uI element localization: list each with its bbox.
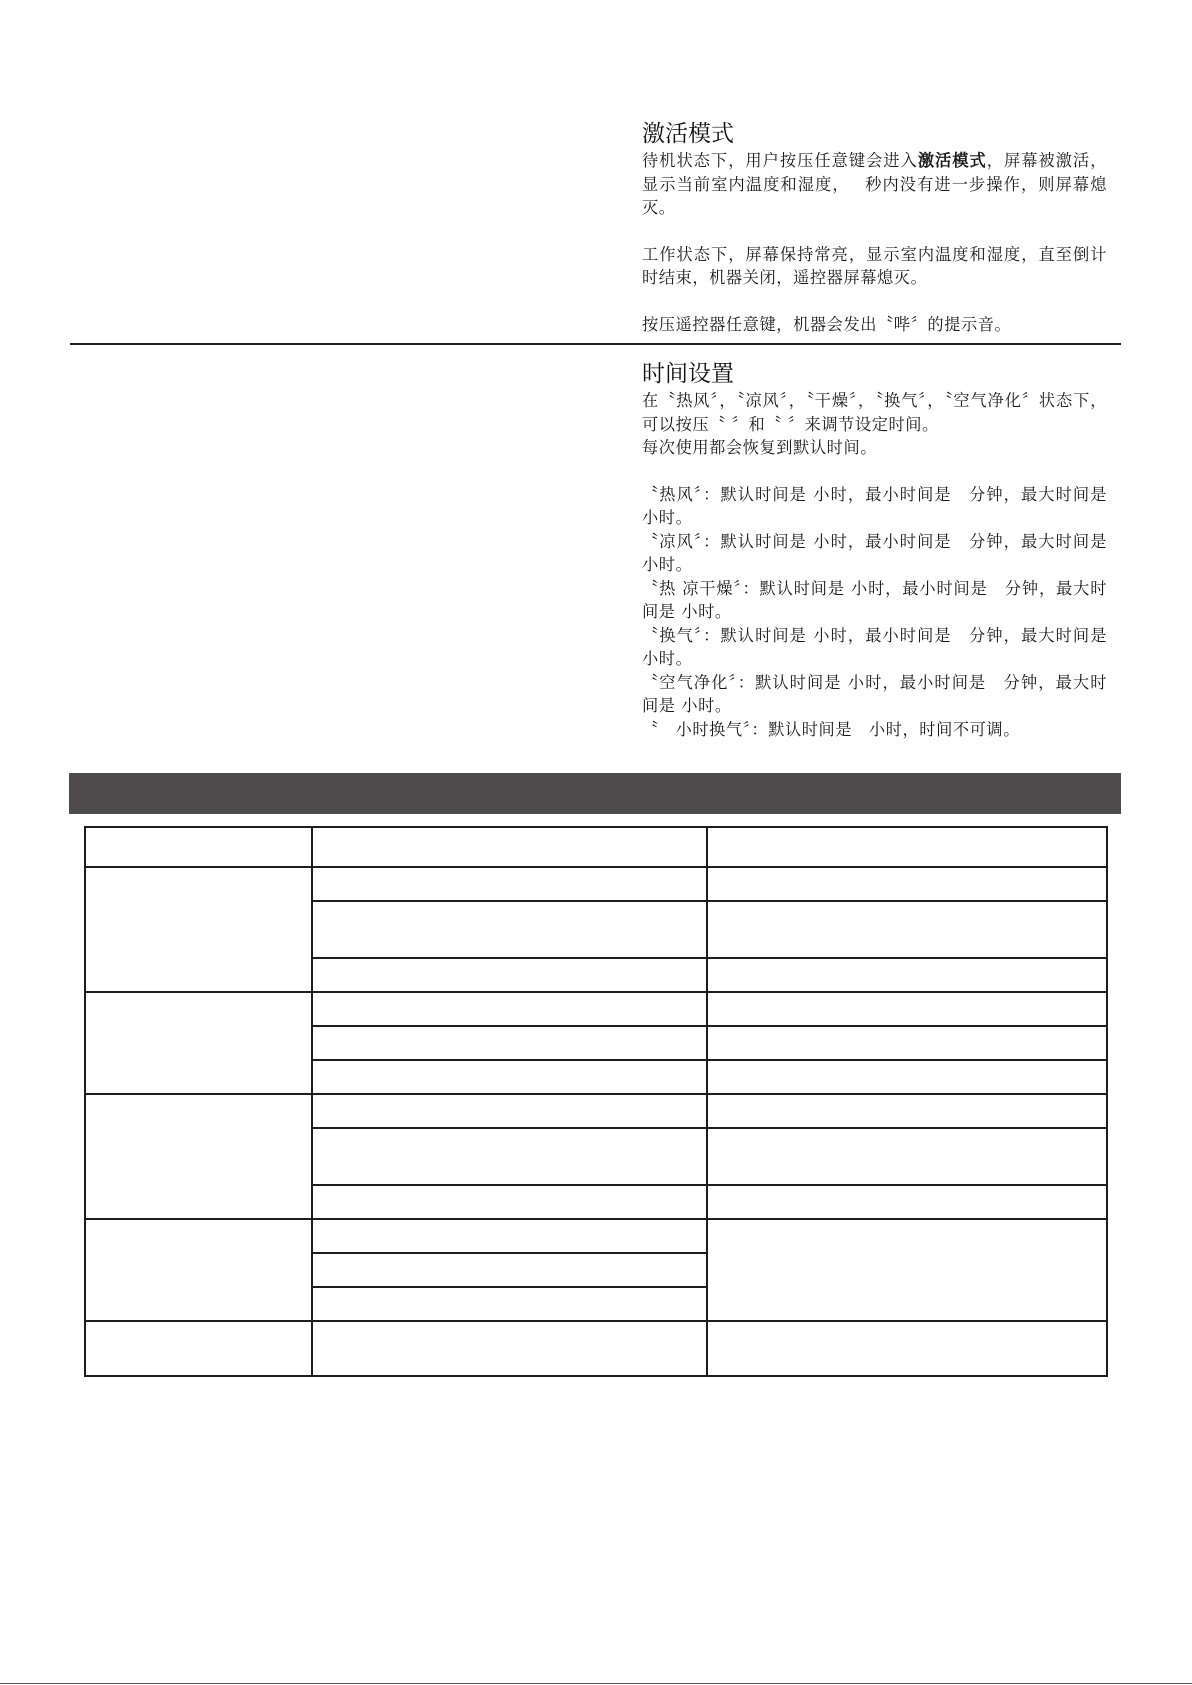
table-row <box>85 827 1107 867</box>
table-cell <box>312 1060 707 1094</box>
table-cell <box>707 1321 1107 1376</box>
table-cell <box>707 958 1107 992</box>
activation-mode-heading: 激活模式 <box>642 121 734 147</box>
time-setting-mode-ventilation: 〝换气〞：默认时间是 小时，最小时间是 分钟，最大时间是 小时。 <box>642 625 1107 668</box>
table-row <box>85 1321 1107 1376</box>
table-cell <box>312 1219 707 1253</box>
activation-mode-section <box>642 119 1107 336</box>
table-cell <box>707 1185 1107 1219</box>
activation-mode-paragraph-2: 工作状态下，屏幕保持常亮，显示室内温度和湿度，直至倒计时结束，机器关闭，遥控器屏幕熄灭。 <box>642 244 1107 287</box>
table-row <box>85 867 1107 901</box>
table-cell <box>312 901 707 958</box>
table-cell <box>312 992 707 1026</box>
table-cell <box>707 1219 1107 1321</box>
table-cell <box>707 901 1107 958</box>
section-divider <box>70 343 1121 345</box>
time-setting-mode-hour-ventilation: 〝 小时换气〞：默认时间是 小时，时间不可调。 <box>642 719 1021 739</box>
table-row <box>85 1219 1107 1253</box>
table-cell <box>85 1094 312 1219</box>
table-row <box>85 1094 1107 1128</box>
table-cell <box>312 1185 707 1219</box>
spec-table <box>84 826 1108 1377</box>
time-setting-mode-drying: 〝热 凉干燥〞：默认时间是 小时，最小时间是 分钟，最大时间是 小时。 <box>642 578 1107 621</box>
time-setting-section <box>642 359 1107 741</box>
time-setting-mode-cool-air: 〝凉风〞：默认时间是 小时，最小时间是 分钟，最大时间是 小时。 <box>642 531 1107 574</box>
table-cell <box>85 827 312 867</box>
time-setting-paragraph-1: 在〝热风〞，〝凉风〞，〝干燥〞，〝换气〞，〝空气净化〞状态下，可以按压〝 〞和〝 〞来调节设定时间。 <box>642 391 1107 434</box>
table-cell <box>707 1026 1107 1060</box>
table-cell <box>707 1128 1107 1185</box>
table-cell <box>707 1094 1107 1128</box>
table-cell <box>312 867 707 901</box>
table-cell <box>707 827 1107 867</box>
table-header-bar <box>69 773 1121 814</box>
table-cell <box>85 1219 312 1321</box>
table-cell <box>312 1094 707 1128</box>
table-cell <box>85 867 312 992</box>
table-cell <box>312 1128 707 1185</box>
table-cell <box>85 1321 312 1376</box>
table-row <box>85 992 1107 1026</box>
time-setting-paragraph-2: 每次使用都会恢复到默认时间。 <box>642 438 878 457</box>
time-setting-mode-air-purify: 〝空气净化〞：默认时间是 小时，最小时间是 分钟，最大时间是 小时。 <box>642 672 1107 715</box>
table-cell <box>707 1060 1107 1094</box>
time-setting-mode-hot-air: 〝热风〞：默认时间是 小时，最小时间是 分钟，最大时间是 小时。 <box>642 484 1107 527</box>
time-setting-heading: 时间设置 <box>642 361 734 387</box>
table-cell <box>85 992 312 1094</box>
table-cell <box>312 827 707 867</box>
activation-mode-paragraph-1: 待机状态下，用户按压任意键会进入激活模式，屏幕被激活，显示当前室内温度和湿度， 秒内没有进一步操作，则屏幕熄灭。 <box>642 151 1107 217</box>
table-cell <box>707 992 1107 1026</box>
table-cell <box>707 867 1107 901</box>
page-bottom-rule <box>0 1683 1192 1684</box>
table-cell <box>312 1321 707 1376</box>
activation-mode-paragraph-3: 按压遥控器任意键，机器会发出〝哔〞的提示音。 <box>642 314 1012 334</box>
activation-mode-bold-term: 激活模式 <box>917 151 987 170</box>
table-cell <box>312 1026 707 1060</box>
table-cell <box>312 1253 707 1287</box>
table-cell <box>312 1287 707 1321</box>
table-cell <box>312 958 707 992</box>
